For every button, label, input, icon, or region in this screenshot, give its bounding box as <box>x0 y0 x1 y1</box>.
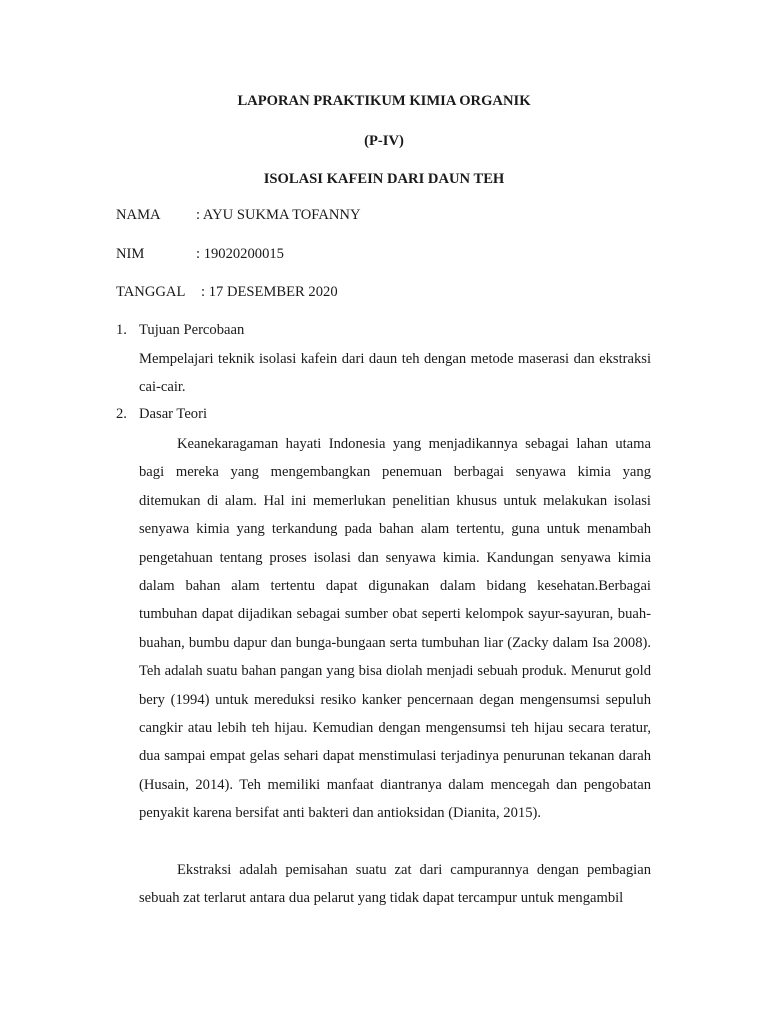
section-number: 2. <box>116 406 127 422</box>
name-value: : AYU SUKMA TOFANNY <box>196 207 361 223</box>
report-title: LAPORAN PRAKTIKUM KIMIA ORGANIK <box>237 93 531 109</box>
paragraph-text: Keanekaragaman hayati Indonesia yang menjadikannya sebagai lahan utama bagi mereka yang mengembangkan penemuan berbagai senyawa kimia yang ditemukan di alam. Hal ini memerlukan penelitian khusus untuk melakukan isolasi senyawa kimia yang terkandung pada bahan alam tertentu, guna untuk menambah pengetahuan tentang proses isolasi dan senyawa kimia. Kandungan senyawa kimia dalam bahan alam tertentu dapat digunakan dalam bidang kesehatan.Berbagai tumbuhan dapat dijadikan sebagai sumber obat seperti kelompok sayur-sayuran, buah-buahan, bumbu dapur dan bunga-bungaan serta tumbuhan liar (Zacky dalam Isa 2008). Teh adalah suatu bahan pangan yang bisa diolah menjadi sebuah produk. Menurut gold bery (1994) untuk mereduksi resiko kanker pencernaan degan mengensumsi sepuluh cangkir atau lebih teh hijau. Kemudian dengan mengensumsi teh hijau secara teratur, dua sampai empat gelas sehari dapat menstimulasi terjadinya penurunan tekanan darah (Husain, 2014). Teh memiliki manfaat diantranya dalam mencegah dan pengobatan penyakit karena bersifat anti bakteri dan antioksidan (Dianita, 2015). <box>139 436 651 822</box>
section-title: Dasar Teori <box>139 406 208 422</box>
report-subtitle: ISOLASI KAFEIN DARI DAUN TEH <box>263 171 505 187</box>
nim-label: NIM <box>116 246 145 262</box>
name-label: NAMA <box>116 207 161 223</box>
paragraph-text: Ekstraksi adalah pemisahan suatu zat dari campurannya dengan pembagian sebuah zat terlarut antara dua pelarut yang tidak dapat tercampur untuk mengambil <box>139 862 651 907</box>
paragraph-text: Mempelajari teknik isolasi kafein dari daun teh dengan metode maserasi dan ekstraksi cai-cair. <box>139 351 651 396</box>
nim-value: : 19020200015 <box>196 246 284 262</box>
section-paragraph <box>139 856 651 913</box>
date-label: TANGGAL <box>116 284 186 300</box>
section-number: 1. <box>116 322 127 338</box>
report-code: (P-IV) <box>364 133 404 149</box>
section-paragraph <box>139 345 651 402</box>
section-paragraph <box>139 430 651 828</box>
date-value: : 17 DESEMBER 2020 <box>201 284 338 300</box>
section-title: Tujuan Percobaan <box>139 322 245 338</box>
